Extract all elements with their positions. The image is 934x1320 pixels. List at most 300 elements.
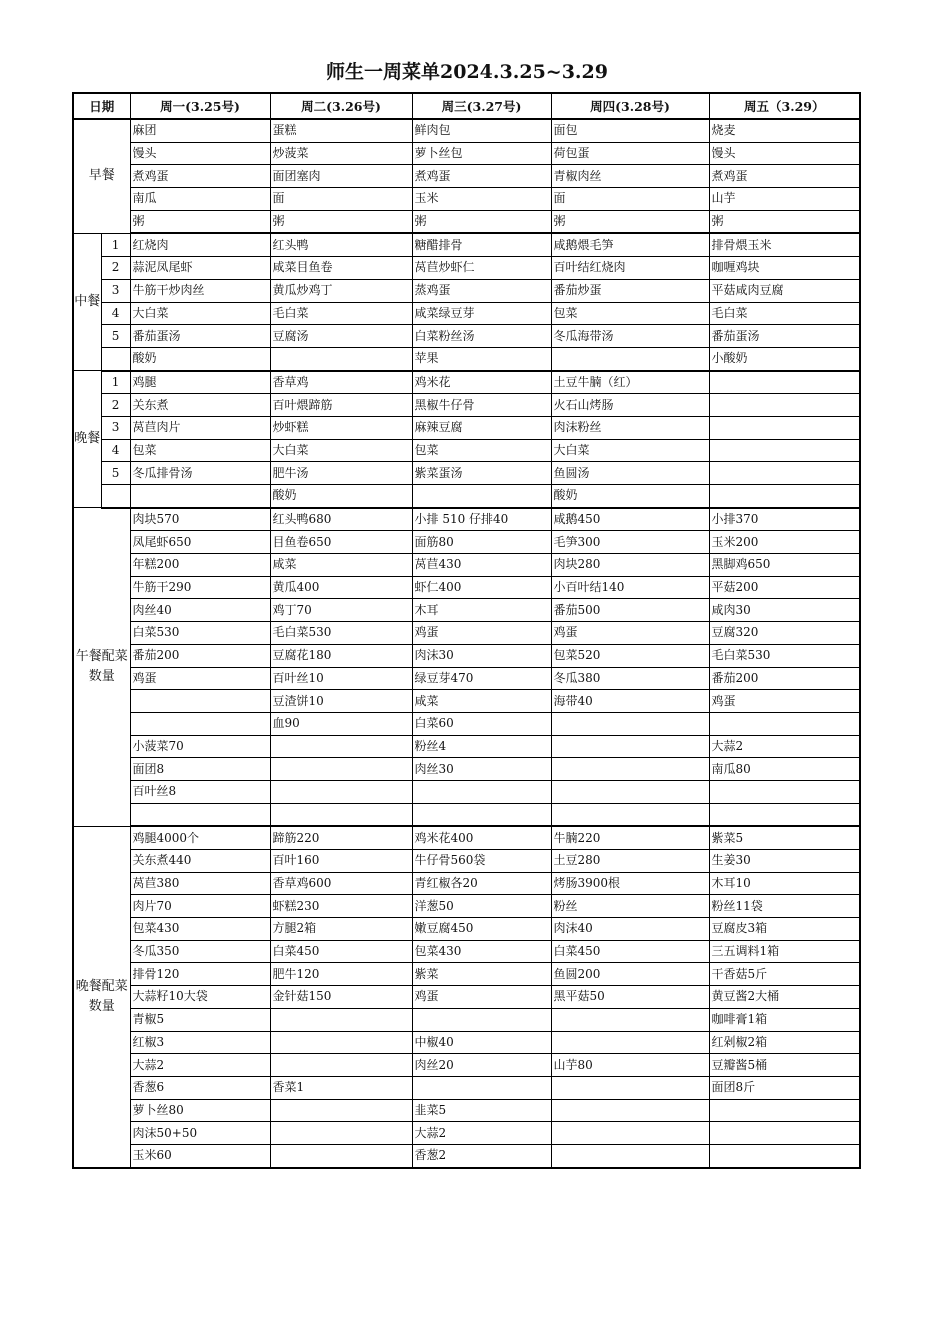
menu-cell: 大蒜籽10大袋 [130,986,270,1009]
menu-cell: 肉丝40 [130,599,270,622]
menu-cell: 荷包蛋 [551,142,709,165]
menu-cell [551,712,709,735]
menu-cell: 香葱2 [412,1144,551,1167]
section-label-lunch: 中餐 [73,233,101,370]
menu-cell: 平菇200 [709,576,860,599]
dinner-quantity-row [73,1144,860,1167]
dish-number [101,485,130,508]
menu-cell: 粥 [709,210,860,233]
section-label-dinner-quantity: 晚餐配菜数量 [73,826,130,1167]
menu-cell [709,394,860,417]
lunch-quantity-row [73,554,860,577]
menu-cell: 目鱼卷650 [270,531,412,554]
menu-cell: 咸肉30 [709,599,860,622]
dinner-quantity-row [73,1099,860,1122]
dish-number: 2 [101,257,130,280]
menu-cell [270,803,412,826]
dinner-row [73,485,860,508]
menu-cell: 咖喱鸡块 [709,257,860,280]
menu-cell: 冬瓜380 [551,667,709,690]
menu-cell: 粉丝4 [412,735,551,758]
menu-cell: 番茄500 [551,599,709,622]
menu-cell: 肉沫50+50 [130,1122,270,1145]
menu-cell: 小排 510 仔排40 [412,508,551,531]
menu-cell: 土豆280 [551,850,709,873]
menu-cell: 韭菜5 [412,1099,551,1122]
menu-cell: 糖醋排骨 [412,233,551,256]
menu-cell: 番茄200 [130,644,270,667]
menu-cell [130,690,270,713]
menu-cell: 毛白菜530 [270,622,412,645]
menu-cell: 面 [270,188,412,211]
breakfast-row [73,165,860,188]
menu-cell: 牛腩220 [551,826,709,849]
menu-cell: 粥 [412,210,551,233]
menu-cell: 大白菜 [270,439,412,462]
lunch-row [73,325,860,348]
menu-cell [130,712,270,735]
menu-cell [709,371,860,394]
menu-cell [270,1008,412,1031]
menu-cell: 黄瓜400 [270,576,412,599]
menu-cell: 番茄蛋汤 [709,325,860,348]
menu-cell: 鸡米花 [412,371,551,394]
lunch-quantity-row [73,758,860,781]
menu-cell: 鸡蛋 [412,622,551,645]
menu-cell: 小酸奶 [709,347,860,370]
menu-cell: 山芋80 [551,1054,709,1077]
menu-cell: 百叶煨蹄筋 [270,394,412,417]
menu-cell [412,1008,551,1031]
menu-cell [551,803,709,826]
lunch-quantity-row [73,803,860,826]
menu-cell: 粉丝 [551,895,709,918]
menu-cell: 肉块280 [551,554,709,577]
menu-cell [551,1122,709,1145]
menu-cell: 凤尾虾650 [130,531,270,554]
menu-cell: 虾糕230 [270,895,412,918]
menu-cell: 面筋80 [412,531,551,554]
menu-cell: 山芋 [709,188,860,211]
lunch-row [73,257,860,280]
dinner-row [73,371,860,394]
weekly-menu-table [72,92,861,1169]
menu-cell [551,347,709,370]
menu-cell: 酸奶 [551,485,709,508]
menu-cell [270,1054,412,1077]
menu-cell [709,780,860,803]
menu-cell: 牛筋干炒肉丝 [130,279,270,302]
menu-cell: 炒虾糕 [270,416,412,439]
menu-cell: 面团8 [130,758,270,781]
lunch-quantity-row [73,690,860,713]
menu-cell [551,735,709,758]
dinner-quantity-row [73,1076,860,1099]
dinner-quantity-row [73,918,860,941]
menu-cell: 肉沫40 [551,918,709,941]
menu-cell: 平菇咸肉豆腐 [709,279,860,302]
menu-cell: 萝卜丝包 [412,142,551,165]
dinner-quantity-row [73,963,860,986]
dinner-quantity-row [73,940,860,963]
menu-cell: 鸡丁70 [270,599,412,622]
menu-cell: 中椒40 [412,1031,551,1054]
lunch-quantity-row [73,599,860,622]
menu-cell [270,347,412,370]
menu-cell: 莴苣肉片 [130,416,270,439]
menu-cell: 番茄炒蛋 [551,279,709,302]
day-header-thu: 周四(3.28号) [551,93,709,119]
lunch-quantity-row [73,735,860,758]
menu-cell: 麻辣豆腐 [412,416,551,439]
menu-cell: 鸡蛋 [551,622,709,645]
lunch-row [73,347,860,370]
menu-cell: 红头鸭 [270,233,412,256]
menu-cell: 粥 [270,210,412,233]
menu-cell: 虾仁400 [412,576,551,599]
menu-cell: 毛白菜530 [709,644,860,667]
menu-cell: 嫩豆腐450 [412,918,551,941]
breakfast-row [73,119,860,142]
menu-cell: 煮鸡蛋 [412,165,551,188]
menu-cell: 大蒜2 [130,1054,270,1077]
day-header-tue: 周二(3.26号) [270,93,412,119]
section-label-breakfast: 早餐 [73,119,130,233]
menu-cell: 血90 [270,712,412,735]
menu-cell: 金针菇150 [270,986,412,1009]
menu-cell: 木耳 [412,599,551,622]
section-label-dinner: 晚餐 [73,371,101,508]
menu-cell: 肥牛120 [270,963,412,986]
menu-cell: 豆腐花180 [270,644,412,667]
menu-cell: 豆腐汤 [270,325,412,348]
menu-cell [551,1031,709,1054]
menu-cell: 海带40 [551,690,709,713]
menu-cell: 玉米200 [709,531,860,554]
menu-cell: 黄瓜炒鸡丁 [270,279,412,302]
menu-cell [130,803,270,826]
dish-number: 5 [101,325,130,348]
menu-cell [270,1122,412,1145]
menu-cell: 南瓜 [130,188,270,211]
menu-cell: 白菜粉丝汤 [412,325,551,348]
lunch-quantity-row [73,712,860,735]
lunch-quantity-row [73,531,860,554]
menu-cell: 面包 [551,119,709,142]
menu-cell [709,1099,860,1122]
menu-cell: 关东煮440 [130,850,270,873]
menu-cell: 麻团 [130,119,270,142]
menu-cell [709,803,860,826]
menu-cell: 白菜60 [412,712,551,735]
menu-cell [551,780,709,803]
menu-cell: 肉块570 [130,508,270,531]
menu-cell: 鱼圆汤 [551,462,709,485]
dinner-quantity-row [73,1008,860,1031]
menu-cell: 木耳10 [709,872,860,895]
menu-cell: 冬瓜排骨汤 [130,462,270,485]
menu-cell: 方腿2箱 [270,918,412,941]
dinner-row [73,416,860,439]
menu-cell: 酸奶 [130,347,270,370]
menu-cell: 毛白菜 [270,302,412,325]
dish-number: 4 [101,439,130,462]
menu-cell [551,1144,709,1167]
dinner-row [73,462,860,485]
menu-cell: 蹄筋220 [270,826,412,849]
dish-number: 4 [101,302,130,325]
menu-cell: 面团塞肉 [270,165,412,188]
dinner-quantity-row [73,895,860,918]
menu-cell: 包菜520 [551,644,709,667]
dinner-quantity-row [73,1031,860,1054]
dinner-row [73,394,860,417]
dinner-quantity-row [73,986,860,1009]
menu-cell: 烧麦 [709,119,860,142]
menu-cell [270,735,412,758]
menu-cell: 白菜450 [551,940,709,963]
menu-cell: 紫菜蛋汤 [412,462,551,485]
menu-cell: 红剁椒2箱 [709,1031,860,1054]
menu-cell: 莴苣炒虾仁 [412,257,551,280]
menu-cell: 粥 [551,210,709,233]
menu-cell [709,485,860,508]
menu-cell: 肉沫粉丝 [551,416,709,439]
menu-cell: 莴苣430 [412,554,551,577]
menu-cell: 豆瓣酱5桶 [709,1054,860,1077]
menu-cell [551,758,709,781]
menu-cell: 排骨煨玉米 [709,233,860,256]
menu-cell [412,1076,551,1099]
lunch-row [73,302,860,325]
dish-number: 2 [101,394,130,417]
page-title: 师生一周菜单2024.3.25~3.29 [326,61,608,83]
menu-cell: 关东煮 [130,394,270,417]
menu-cell: 香草鸡 [270,371,412,394]
day-header-mon: 周一(3.25号) [130,93,270,119]
menu-cell: 咖啡膏1箱 [709,1008,860,1031]
menu-body [73,119,860,1168]
menu-cell [412,803,551,826]
menu-cell: 小排370 [709,508,860,531]
menu-cell: 玉米60 [130,1144,270,1167]
menu-cell: 豆腐320 [709,622,860,645]
menu-cell: 干香菇5斤 [709,963,860,986]
lunch-row [73,279,860,302]
menu-cell: 紫菜5 [709,826,860,849]
lunch-quantity-row [73,780,860,803]
lunch-quantity-row [73,622,860,645]
menu-cell: 南瓜80 [709,758,860,781]
menu-cell: 蛋糕 [270,119,412,142]
menu-cell: 鸡蛋 [709,690,860,713]
section-label-lunch-quantity: 午餐配菜数量 [73,508,130,827]
menu-cell: 苹果 [412,347,551,370]
menu-cell: 排骨120 [130,963,270,986]
menu-cell: 酸奶 [270,485,412,508]
menu-cell [551,1008,709,1031]
dinner-quantity-row [73,1054,860,1077]
day-header-fri: 周五（3.29） [709,93,860,119]
menu-cell: 玉米 [412,188,551,211]
lunch-quantity-row [73,508,860,531]
menu-cell: 鸡蛋 [412,986,551,1009]
dinner-quantity-row [73,826,860,849]
menu-cell: 粉丝11袋 [709,895,860,918]
menu-cell: 大蒜2 [412,1122,551,1145]
menu-cell: 百叶丝8 [130,780,270,803]
menu-cell: 青椒5 [130,1008,270,1031]
menu-cell: 咸菜 [412,690,551,713]
menu-cell: 咸菜 [270,554,412,577]
menu-cell: 大白菜 [130,302,270,325]
menu-cell [270,1031,412,1054]
menu-cell: 香菜1 [270,1076,412,1099]
menu-cell [130,485,270,508]
menu-cell: 小百叶结140 [551,576,709,599]
menu-cell: 煮鸡蛋 [709,165,860,188]
menu-cell: 白菜530 [130,622,270,645]
menu-cell: 百叶160 [270,850,412,873]
menu-cell: 鱼圆200 [551,963,709,986]
dish-number: 1 [101,371,130,394]
menu-cell: 面 [551,188,709,211]
menu-cell: 生姜30 [709,850,860,873]
dish-number: 3 [101,279,130,302]
menu-cell: 肉片70 [130,895,270,918]
menu-cell: 鲜肉包 [412,119,551,142]
menu-cell [270,758,412,781]
menu-cell [551,1076,709,1099]
menu-cell: 香草鸡600 [270,872,412,895]
menu-cell: 肉丝20 [412,1054,551,1077]
menu-cell [270,780,412,803]
menu-cell: 红头鸭680 [270,508,412,531]
menu-cell [709,1122,860,1145]
menu-cell: 咸菜目鱼卷 [270,257,412,280]
menu-cell: 黄豆酱2大桶 [709,986,860,1009]
menu-cell [551,1099,709,1122]
menu-cell: 包菜 [412,439,551,462]
dish-number [101,347,130,370]
menu-cell: 包菜 [130,439,270,462]
lunch-quantity-row [73,576,860,599]
menu-cell: 三五调料1箱 [709,940,860,963]
menu-cell: 蒜泥凤尾虾 [130,257,270,280]
menu-cell [270,1144,412,1167]
menu-cell: 豆腐皮3箱 [709,918,860,941]
menu-cell: 鸡蛋 [130,667,270,690]
menu-cell: 鸡腿4000个 [130,826,270,849]
menu-cell: 牛筋干290 [130,576,270,599]
header-row [73,93,860,119]
dinner-row [73,439,860,462]
lunch-quantity-row [73,667,860,690]
menu-cell: 百叶结红烧肉 [551,257,709,280]
menu-cell: 肉沫30 [412,644,551,667]
menu-cell [709,1144,860,1167]
lunch-quantity-row [73,644,860,667]
dinner-quantity-row [73,1122,860,1145]
menu-cell: 馒头 [709,142,860,165]
menu-cell: 面团8斤 [709,1076,860,1099]
menu-cell: 包菜430 [412,940,551,963]
menu-cell: 包菜430 [130,918,270,941]
menu-cell [709,462,860,485]
menu-cell: 大蒜2 [709,735,860,758]
menu-cell: 火石山烤肠 [551,394,709,417]
menu-cell: 毛笋300 [551,531,709,554]
menu-cell: 莴苣380 [130,872,270,895]
menu-cell [270,1099,412,1122]
menu-cell: 青红椒各20 [412,872,551,895]
menu-cell: 鸡腿 [130,371,270,394]
menu-cell: 番茄蛋汤 [130,325,270,348]
menu-cell: 紫菜 [412,963,551,986]
menu-cell: 咸鹅煨毛笋 [551,233,709,256]
menu-cell: 红椒3 [130,1031,270,1054]
menu-cell: 年糕200 [130,554,270,577]
menu-cell: 土豆牛腩（红） [551,371,709,394]
menu-cell: 馒头 [130,142,270,165]
lunch-row [73,233,860,256]
menu-cell: 毛白菜 [709,302,860,325]
breakfast-row [73,142,860,165]
menu-cell: 百叶丝10 [270,667,412,690]
dish-number: 3 [101,416,130,439]
menu-cell: 萝卜丝80 [130,1099,270,1122]
menu-cell: 小菠菜70 [130,735,270,758]
menu-cell: 鸡米花400 [412,826,551,849]
menu-cell: 蒸鸡蛋 [412,279,551,302]
menu-cell: 白菜450 [270,940,412,963]
menu-cell: 炒菠菜 [270,142,412,165]
date-header: 日期 [73,93,130,119]
menu-cell: 香葱6 [130,1076,270,1099]
menu-cell: 煮鸡蛋 [130,165,270,188]
menu-cell: 包菜 [551,302,709,325]
menu-cell: 咸鹅450 [551,508,709,531]
dish-number: 1 [101,233,130,256]
menu-cell: 番茄200 [709,667,860,690]
menu-cell: 肉丝30 [412,758,551,781]
menu-cell: 黑平菇50 [551,986,709,1009]
menu-cell: 黑脚鸡650 [709,554,860,577]
menu-cell: 黑椒牛仔骨 [412,394,551,417]
breakfast-row [73,210,860,233]
menu-cell: 肥牛汤 [270,462,412,485]
menu-cell [412,780,551,803]
menu-cell [709,439,860,462]
menu-cell: 牛仔骨560袋 [412,850,551,873]
menu-cell: 青椒肉丝 [551,165,709,188]
menu-cell [709,712,860,735]
menu-cell: 豆渣饼10 [270,690,412,713]
menu-cell [709,416,860,439]
dinner-quantity-row [73,850,860,873]
menu-cell: 红烧肉 [130,233,270,256]
menu-cell: 绿豆芽470 [412,667,551,690]
menu-cell: 咸菜绿豆芽 [412,302,551,325]
menu-cell: 烤肠3900根 [551,872,709,895]
dinner-quantity-row [73,872,860,895]
menu-cell: 冬瓜350 [130,940,270,963]
menu-cell: 洋葱50 [412,895,551,918]
menu-cell [412,485,551,508]
menu-cell: 大白菜 [551,439,709,462]
day-header-wed: 周三(3.27号) [412,93,551,119]
menu-cell: 冬瓜海带汤 [551,325,709,348]
